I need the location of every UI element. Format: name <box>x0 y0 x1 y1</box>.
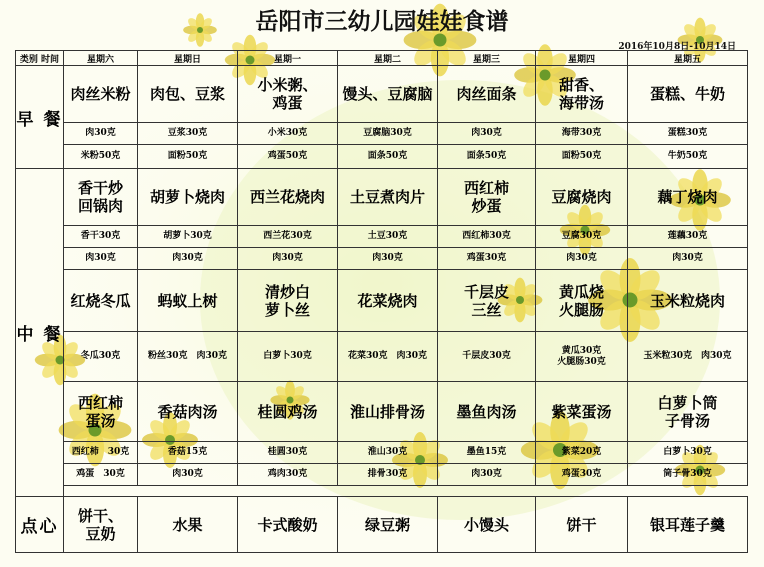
quantity-text: 火腿肠30克 <box>557 356 606 367</box>
dish-text: 卡式酸奶 <box>257 515 318 534</box>
header-cell: 星期五 <box>628 51 748 66</box>
quantity-cell: 香菇15克 <box>138 442 238 464</box>
dish-text: 馒头、豆腐脑 <box>342 85 433 103</box>
dish-cell <box>138 382 238 442</box>
dish-cell <box>536 169 628 226</box>
dish-cell <box>238 270 338 332</box>
dish-text: 墨鱼肉汤 <box>456 402 517 421</box>
dish-text: 香干炒 <box>77 179 123 197</box>
quantity-cell: 肉30克 <box>438 464 536 486</box>
quantity-cell: 小米30克 <box>238 123 338 145</box>
page-title: 岳阳市三幼儿园娃娃食谱 <box>255 8 509 35</box>
header-cell: 星期六 <box>64 51 138 66</box>
quantity-cell: 豆腐脑30克 <box>338 123 438 145</box>
meal-label-breakfast: 早 餐 <box>16 66 64 169</box>
dish-text: 藕丁烧肉 <box>657 188 718 206</box>
dish-cell <box>338 382 438 442</box>
dish-text: 饼干 <box>566 515 597 534</box>
dish-text: 肉包、豆浆 <box>149 85 225 103</box>
dish-cell <box>338 497 438 553</box>
lunch-qty-row-2 <box>16 332 748 382</box>
quantity-cell: 紫菜20克 <box>536 442 628 464</box>
quantity-cell: 鸡蛋50克 <box>238 145 338 169</box>
quantity-cell <box>438 332 536 382</box>
quantity-cell: 蛋糕30克 <box>628 123 748 145</box>
dish-text: 萝卜丝 <box>264 300 310 319</box>
quantity-cell: 鸡蛋30克 <box>536 464 628 486</box>
quantity-cell: 肉30克 <box>64 248 138 270</box>
quantity-cell: 面粉50克 <box>536 145 628 169</box>
header-cell: 类别 时间 <box>16 51 64 66</box>
quantity-cell: 肉30克 <box>64 123 138 145</box>
quantity-cell <box>338 332 438 382</box>
quantity-cell: 白萝卜30克 <box>628 442 748 464</box>
dish-text: 西兰花烧肉 <box>249 188 325 206</box>
quantity-cell: 肉30克 <box>238 248 338 270</box>
quantity-cell: 海带30克 <box>536 123 628 145</box>
quantity-cell <box>138 332 238 382</box>
dish-text: 白萝卜筒 <box>657 393 718 412</box>
dish-cell <box>536 382 628 442</box>
dish-text: 蛋汤 <box>85 411 116 430</box>
quantity-cell: 西红柿 30克 <box>64 442 138 464</box>
dish-cell <box>138 497 238 553</box>
menu-table <box>15 50 748 553</box>
quantity-cell: 胡萝卜30克 <box>138 226 238 248</box>
quantity-text: 黄瓜30克 <box>561 345 602 356</box>
dish-cell <box>338 169 438 226</box>
dish-text: 炒蛋 <box>471 197 502 215</box>
dish-cell <box>438 169 536 226</box>
lunch-soup-row <box>16 382 748 442</box>
quantity-text: 冬瓜30克 <box>80 351 121 361</box>
dish-cell <box>438 66 536 123</box>
dish-text: 豆奶 <box>85 524 116 543</box>
lunch-qty-row-1a <box>16 226 748 248</box>
quantity-text: 花菜30克 肉30克 <box>347 351 428 361</box>
dish-text: 甜香、 <box>558 76 604 94</box>
dish-text: 子骨汤 <box>664 411 710 430</box>
header-cell: 星期一 <box>238 51 338 66</box>
header-cell: 星期日 <box>138 51 238 66</box>
dish-text: 西红柿 <box>463 179 509 197</box>
quantity-cell: 淮山30克 <box>338 442 438 464</box>
quantity-cell: 土豆30克 <box>338 226 438 248</box>
quantity-cell: 墨鱼15克 <box>438 442 536 464</box>
dish-text: 鸡蛋 <box>272 94 303 112</box>
dish-cell <box>628 270 748 332</box>
snack-row <box>16 497 748 553</box>
quantity-text: 粉丝30克 肉30克 <box>147 351 228 361</box>
dish-text: 红烧冬瓜 <box>70 291 131 310</box>
dish-text: 饼干、 <box>77 506 123 525</box>
dish-text: 肉丝面条 <box>456 85 517 103</box>
quantity-cell: 面粉50克 <box>138 145 238 169</box>
date-range: 2016年10月8日-10月14日 <box>618 42 736 52</box>
dish-cell <box>438 270 536 332</box>
dish-text: 清炒白 <box>264 282 310 301</box>
quantity-cell <box>238 332 338 382</box>
meal-label-snack: 点心 <box>16 497 64 553</box>
lunch-soup-qty-row-2 <box>16 464 748 486</box>
dish-text: 土豆煮肉片 <box>349 188 425 206</box>
quantity-cell: 肉30克 <box>138 248 238 270</box>
dish-text: 花菜烧肉 <box>357 291 418 310</box>
quantity-cell: 肉30克 <box>438 123 536 145</box>
dish-text: 豆腐烧肉 <box>551 188 612 206</box>
dish-cell <box>64 382 138 442</box>
quantity-cell <box>64 332 138 382</box>
dish-cell <box>536 270 628 332</box>
dish-cell <box>438 497 536 553</box>
quantity-cell: 肉30克 <box>536 248 628 270</box>
dish-text: 火腿肠 <box>558 300 604 319</box>
dish-text: 绿豆粥 <box>364 515 410 534</box>
quantity-cell: 肉30克 <box>628 248 748 270</box>
dish-cell <box>536 497 628 553</box>
dish-cell <box>238 382 338 442</box>
dish-cell <box>338 270 438 332</box>
lunch-dish-row-1 <box>16 169 748 226</box>
dish-cell <box>628 66 748 123</box>
quantity-cell: 米粉50克 <box>64 145 138 169</box>
dish-text: 西红柿 <box>77 393 123 412</box>
dish-text: 蚂蚁上树 <box>157 291 218 310</box>
dish-text: 三丝 <box>471 300 502 319</box>
quantity-cell: 肉30克 <box>338 248 438 270</box>
dish-cell <box>138 270 238 332</box>
quantity-cell: 肉30克 <box>138 464 238 486</box>
quantity-cell: 豆浆30克 <box>138 123 238 145</box>
dish-cell <box>64 66 138 123</box>
dish-cell <box>238 66 338 123</box>
dish-cell <box>138 169 238 226</box>
quantity-cell: 桂圆30克 <box>238 442 338 464</box>
dish-text: 桂圆鸡汤 <box>257 402 318 421</box>
dish-text: 香菇肉汤 <box>157 402 218 421</box>
quantity-cell: 牛奶50克 <box>628 145 748 169</box>
dish-cell <box>628 497 748 553</box>
dish-text: 海带汤 <box>558 94 604 112</box>
quantity-cell: 鸡肉30克 <box>238 464 338 486</box>
quantity-cell: 筒子骨30克 <box>628 464 748 486</box>
quantity-cell: 莲藕30克 <box>628 226 748 248</box>
quantity-cell: 排骨30克 <box>338 464 438 486</box>
breakfast-qty-row-1 <box>16 123 748 145</box>
lunch-spacer-row <box>16 486 748 497</box>
quantity-cell <box>536 332 628 382</box>
dish-cell <box>238 497 338 553</box>
header-row <box>16 51 748 66</box>
dish-cell <box>536 66 628 123</box>
quantity-text: 白萝卜30克 <box>263 351 312 361</box>
quantity-cell: 面条50克 <box>438 145 536 169</box>
quantity-text: 千层皮30克 <box>462 351 511 361</box>
header-cell: 星期四 <box>536 51 628 66</box>
dish-cell <box>628 169 748 226</box>
quantity-cell: 西兰花30克 <box>238 226 338 248</box>
dish-cell <box>438 382 536 442</box>
dish-text: 回锅肉 <box>77 197 123 215</box>
meal-label-lunch: 中 餐 <box>16 169 64 497</box>
quantity-cell: 鸡蛋30克 <box>438 248 536 270</box>
dish-cell <box>64 169 138 226</box>
dish-text: 小米粥、 <box>257 76 318 94</box>
dish-text: 水果 <box>172 515 203 534</box>
quantity-cell <box>628 332 748 382</box>
dish-text: 肉丝米粉 <box>70 85 131 103</box>
dish-text: 胡萝卜烧肉 <box>149 188 225 206</box>
lunch-soup-qty-row-1 <box>16 442 748 464</box>
dish-text: 银耳莲子羹 <box>649 515 725 534</box>
dish-text: 蛋糕、牛奶 <box>649 85 725 103</box>
dish-cell <box>64 270 138 332</box>
header-cell: 星期三 <box>438 51 536 66</box>
dish-text: 玉米粒烧肉 <box>649 291 725 310</box>
breakfast-dish-row <box>16 66 748 123</box>
dish-text: 黄瓜烧 <box>558 282 604 301</box>
dish-text: 小馒头 <box>463 515 509 534</box>
dish-cell <box>628 382 748 442</box>
lunch-qty-row-1b <box>16 248 748 270</box>
dish-text: 淮山排骨汤 <box>349 402 425 421</box>
dish-text: 紫菜蛋汤 <box>551 402 612 421</box>
dish-text: 千层皮 <box>463 282 509 301</box>
dish-cell <box>338 66 438 123</box>
dish-cell <box>238 169 338 226</box>
lunch-dish-row-2 <box>16 270 748 332</box>
dish-cell <box>138 66 238 123</box>
quantity-cell: 鸡蛋 30克 <box>64 464 138 486</box>
header-cell: 星期二 <box>338 51 438 66</box>
dish-cell <box>64 497 138 553</box>
breakfast-qty-row-2 <box>16 145 748 169</box>
quantity-cell: 豆腐30克 <box>536 226 628 248</box>
quantity-cell: 香干30克 <box>64 226 138 248</box>
quantity-cell: 面条50克 <box>338 145 438 169</box>
quantity-text: 玉米粒30克 肉30克 <box>643 351 732 361</box>
quantity-cell: 西红柿30克 <box>438 226 536 248</box>
